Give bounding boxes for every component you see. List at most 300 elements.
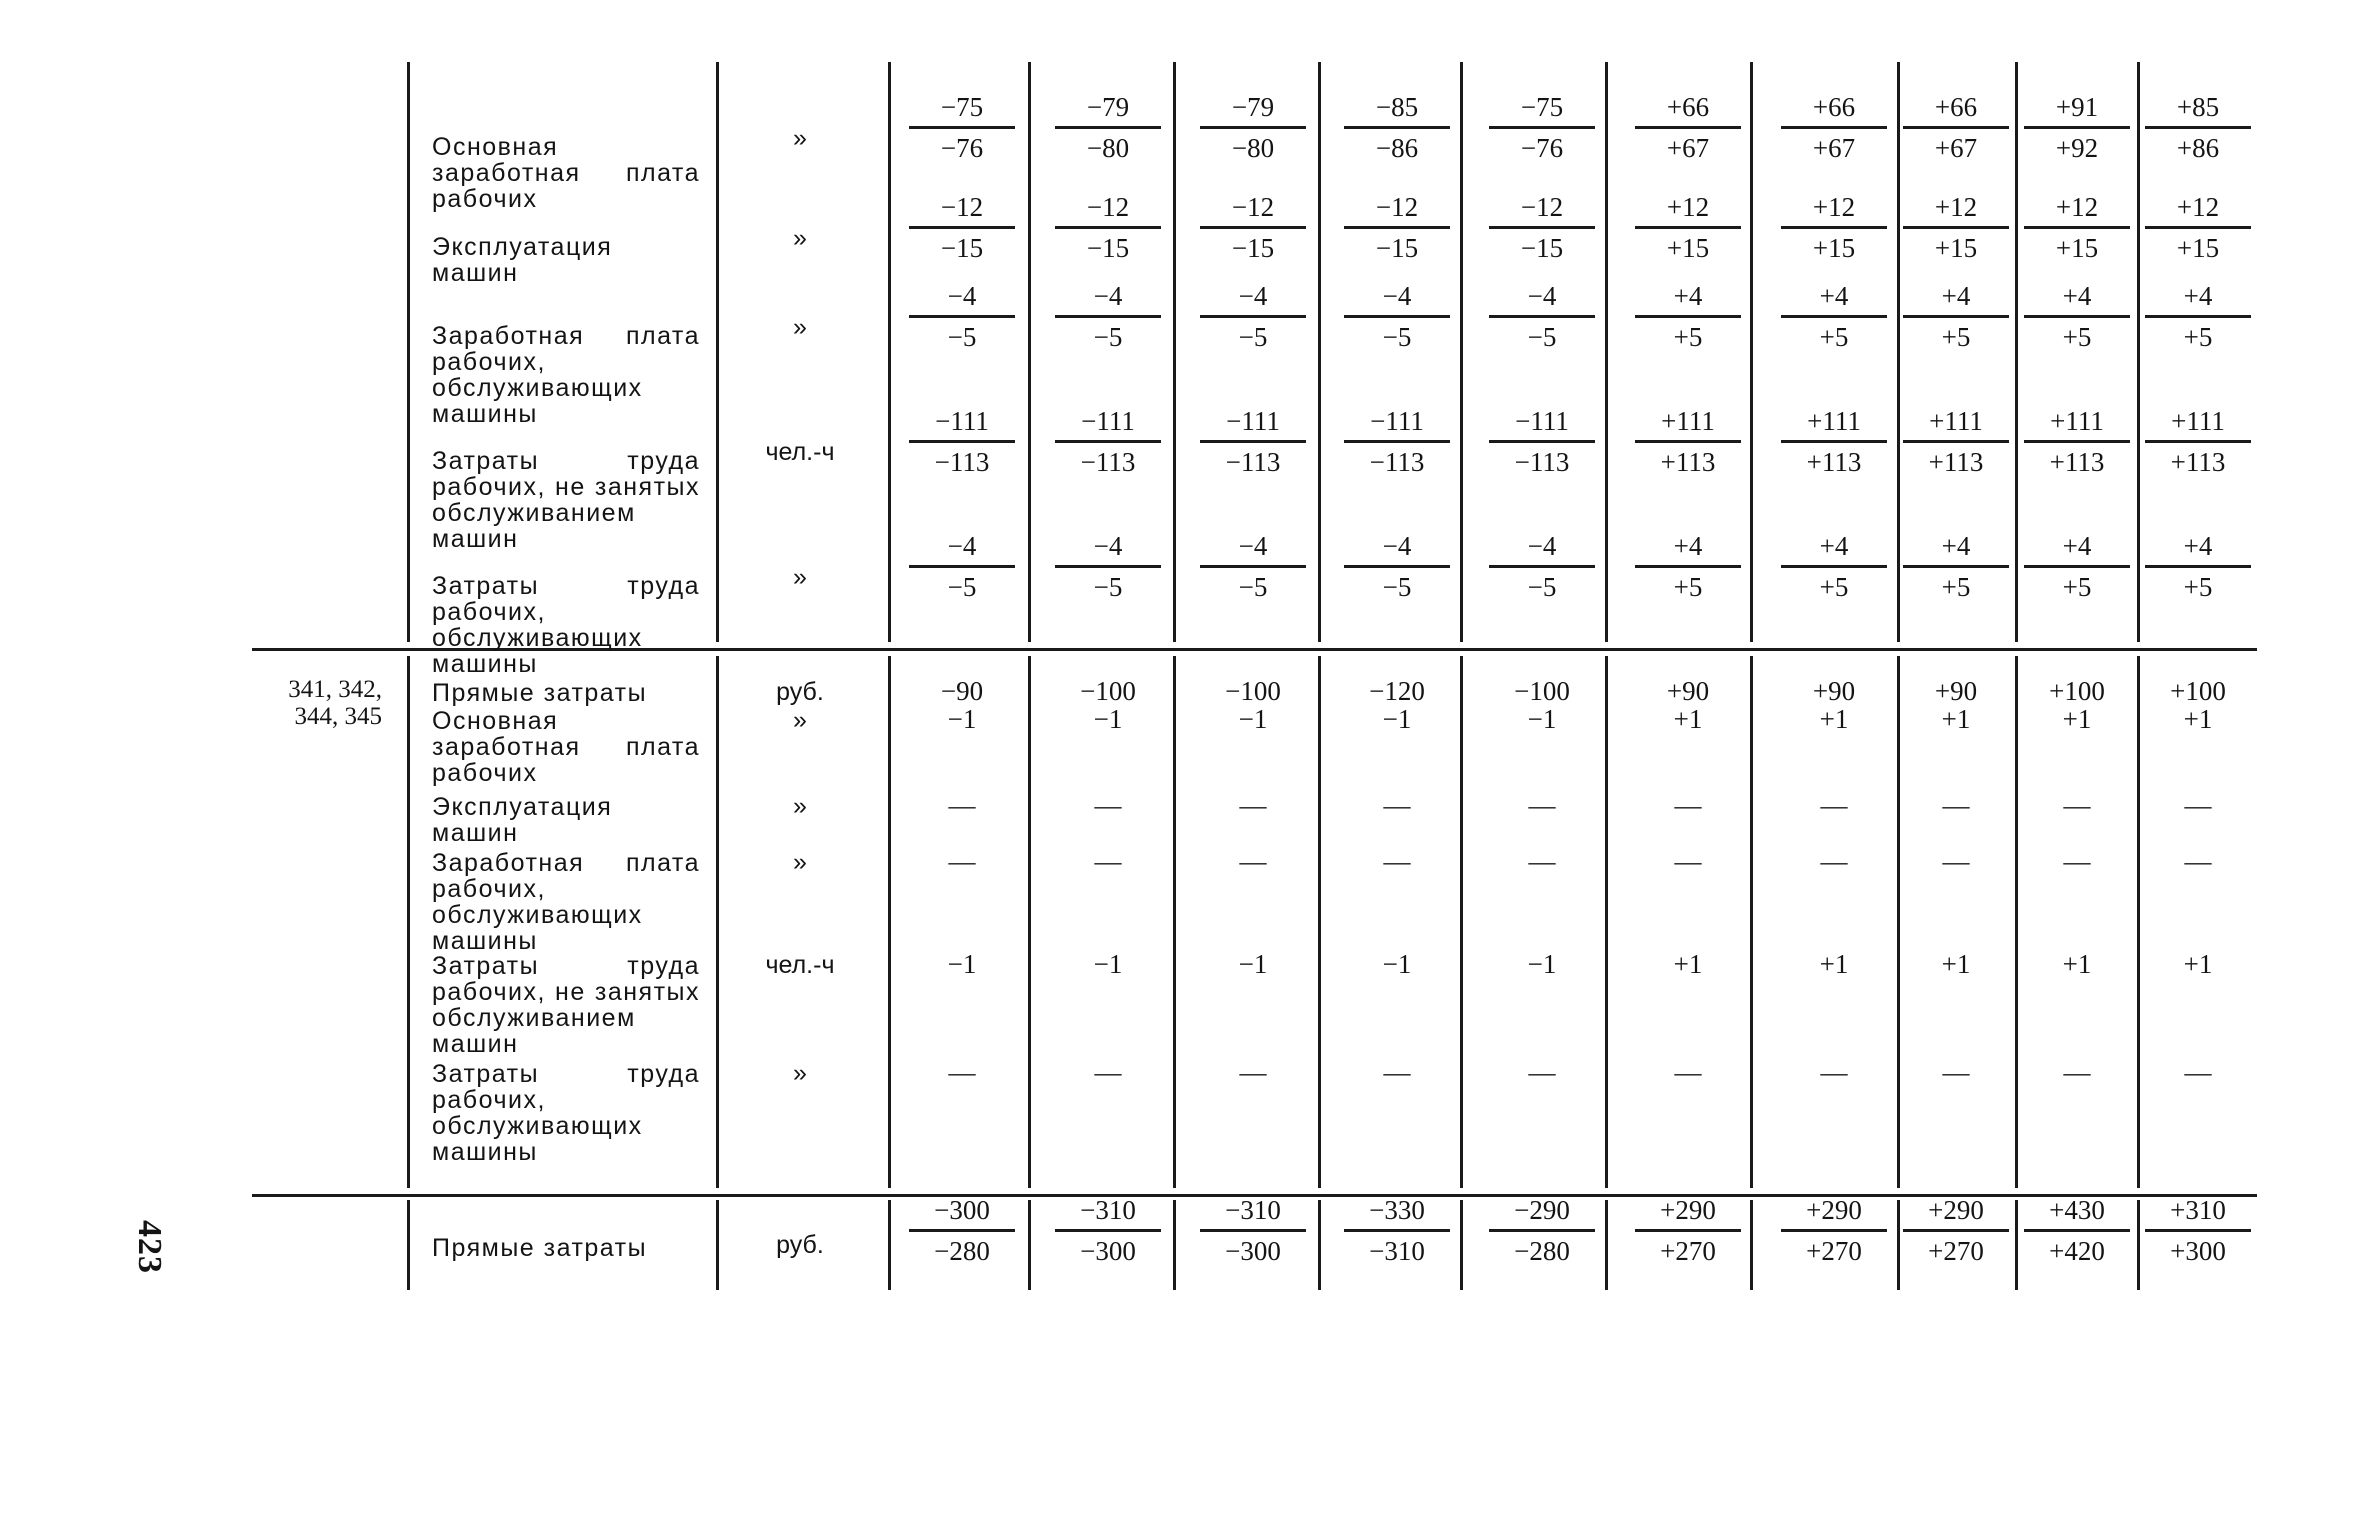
value-fraction <box>1483 531 1601 602</box>
value-fraction <box>1049 1195 1167 1266</box>
fraction-numerator: −111 <box>1515 406 1569 436</box>
fraction-bar <box>1200 1229 1306 1232</box>
value-cell: — <box>1674 1057 1702 1087</box>
fraction-denominator: −76 <box>1520 133 1564 163</box>
fraction-bar <box>1489 315 1595 318</box>
fraction-bar <box>1055 126 1161 129</box>
fraction-denominator: −86 <box>1375 133 1419 163</box>
row-label: Затраты труда рабочих, не занятых обслуживанием машин <box>432 952 700 1058</box>
column-rule <box>1028 1200 1031 1290</box>
column-rule <box>1605 62 1608 642</box>
row-label: Затраты труда рабочих, не занятых обслуживанием машин <box>432 447 700 553</box>
fraction-bar <box>1055 440 1161 443</box>
fraction-denominator: +92 <box>2055 133 2099 163</box>
value-fraction <box>2018 406 2136 477</box>
value-cell: −1 <box>1093 704 1123 734</box>
fraction-bar <box>1635 226 1741 229</box>
fraction-bar <box>2024 565 2130 568</box>
fraction-denominator: +5 <box>1819 322 1849 352</box>
fraction-denominator: −15 <box>1520 233 1564 263</box>
column-rule <box>1460 656 1463 1188</box>
value-cell: — <box>2063 1057 2091 1087</box>
fraction-bar <box>1489 1229 1595 1232</box>
fraction-numerator: −4 <box>1382 531 1412 561</box>
fraction-bar <box>1903 565 2009 568</box>
fraction-numerator: +4 <box>1673 531 1703 561</box>
fraction-numerator: +430 <box>2049 1195 2105 1225</box>
value-cell: +1 <box>2062 949 2092 979</box>
fraction-denominator: +5 <box>1673 572 1703 602</box>
fraction-numerator: −310 <box>1080 1195 1136 1225</box>
column-rule <box>1173 62 1176 642</box>
fraction-bar <box>1903 126 2009 129</box>
fraction-numerator: −12 <box>940 192 984 222</box>
value-fraction <box>1194 92 1312 163</box>
fraction-denominator: +5 <box>2183 572 2213 602</box>
fraction-bar <box>1635 1229 1741 1232</box>
fraction-bar <box>1489 126 1595 129</box>
column-rule <box>1173 1200 1176 1290</box>
fraction-denominator: −76 <box>940 133 984 163</box>
fraction-numerator: −4 <box>1238 281 1268 311</box>
value-fraction <box>2139 406 2257 477</box>
fraction-bar <box>1055 315 1161 318</box>
fraction-numerator: +310 <box>2170 1195 2226 1225</box>
fraction-denominator: −80 <box>1086 133 1130 163</box>
value-cell: — <box>1383 1057 1411 1087</box>
value-cell: — <box>1239 846 1267 876</box>
fraction-bar <box>909 126 1015 129</box>
value-cell: — <box>948 790 976 820</box>
value-fraction <box>1049 192 1167 263</box>
fraction-denominator: −5 <box>1238 572 1268 602</box>
value-fraction <box>1194 281 1312 352</box>
fraction-numerator: −4 <box>947 281 977 311</box>
fraction-denominator: −15 <box>1375 233 1419 263</box>
value-fraction <box>1194 406 1312 477</box>
value-cell: −100 <box>1225 676 1281 706</box>
value-fraction <box>1897 531 2015 602</box>
section-code: 341, 342, 344, 345 <box>288 676 382 730</box>
value-cell: +100 <box>2170 676 2226 706</box>
fraction-numerator: −79 <box>1086 92 1130 122</box>
fraction-numerator: +12 <box>1666 192 1710 222</box>
column-rule <box>2137 62 2140 642</box>
value-fraction <box>1338 192 1456 263</box>
fraction-numerator: +91 <box>2055 92 2099 122</box>
column-rule <box>716 1200 719 1290</box>
fraction-denominator: +113 <box>1928 447 1984 477</box>
value-fraction <box>2139 92 2257 163</box>
value-cell: +1 <box>2183 704 2213 734</box>
value-fraction <box>2139 192 2257 263</box>
value-fraction <box>2018 92 2136 163</box>
fraction-denominator: +15 <box>1812 233 1856 263</box>
fraction-bar <box>1489 565 1595 568</box>
fraction-bar <box>2145 315 2251 318</box>
fraction-numerator: +4 <box>2183 531 2213 561</box>
fraction-numerator: −12 <box>1520 192 1564 222</box>
row-label: Затраты труда рабочих, обслуживающих машины <box>432 572 700 678</box>
value-fraction <box>1897 1195 2015 1266</box>
value-cell: — <box>1674 790 1702 820</box>
fraction-denominator: +86 <box>2176 133 2220 163</box>
value-cell: — <box>1674 846 1702 876</box>
value-fraction <box>1338 406 1456 477</box>
fraction-denominator: −5 <box>1093 322 1123 352</box>
value-cell: −100 <box>1514 676 1570 706</box>
column-rule <box>407 62 410 642</box>
fraction-numerator: −4 <box>1527 531 1557 561</box>
fraction-numerator: −4 <box>1527 281 1557 311</box>
value-cell: — <box>1820 790 1848 820</box>
fraction-denominator: −300 <box>1080 1236 1136 1266</box>
fraction-numerator: −300 <box>934 1195 990 1225</box>
value-fraction <box>1483 1195 1601 1266</box>
fraction-denominator: −5 <box>947 322 977 352</box>
fraction-bar <box>1200 315 1306 318</box>
value-fraction <box>1483 92 1601 163</box>
fraction-numerator: −111 <box>935 406 989 436</box>
value-fraction <box>903 1195 1021 1266</box>
value-cell: −1 <box>1238 704 1268 734</box>
value-fraction <box>2018 1195 2136 1266</box>
value-cell: — <box>1820 1057 1848 1087</box>
fraction-bar <box>1344 315 1450 318</box>
fraction-numerator: +66 <box>1666 92 1710 122</box>
fraction-numerator: −4 <box>1093 281 1123 311</box>
fraction-numerator: +4 <box>2062 531 2092 561</box>
fraction-bar <box>1200 565 1306 568</box>
fraction-denominator: −15 <box>1086 233 1130 263</box>
fraction-bar <box>1055 1229 1161 1232</box>
fraction-bar <box>1344 126 1450 129</box>
column-rule <box>888 1200 891 1290</box>
value-fraction <box>2018 531 2136 602</box>
column-rule <box>716 656 719 1188</box>
fraction-numerator: +4 <box>1673 281 1703 311</box>
row-unit: » <box>793 792 807 820</box>
value-cell: — <box>2184 846 2212 876</box>
fraction-numerator: +290 <box>1660 1195 1716 1225</box>
value-fraction <box>1775 406 1893 477</box>
value-cell: +1 <box>1941 704 1971 734</box>
column-rule <box>1173 656 1176 1188</box>
value-fraction <box>1338 92 1456 163</box>
value-fraction <box>1338 1195 1456 1266</box>
value-cell: — <box>1239 790 1267 820</box>
column-rule <box>1460 1200 1463 1290</box>
fraction-denominator: −15 <box>1231 233 1275 263</box>
fraction-denominator: −5 <box>1382 572 1412 602</box>
fraction-bar <box>1903 315 2009 318</box>
column-rule <box>2015 656 2018 1188</box>
value-cell: −120 <box>1369 676 1425 706</box>
column-rule <box>1897 656 1900 1188</box>
fraction-denominator: +67 <box>1934 133 1978 163</box>
fraction-denominator: −310 <box>1369 1236 1425 1266</box>
value-cell: +1 <box>1673 949 1703 979</box>
fraction-numerator: −75 <box>940 92 984 122</box>
value-fraction <box>1775 92 1893 163</box>
fraction-bar <box>2024 315 2130 318</box>
fraction-denominator: −113 <box>1080 447 1136 477</box>
fraction-numerator: +4 <box>1941 281 1971 311</box>
column-rule <box>1897 62 1900 642</box>
fraction-denominator: +113 <box>1806 447 1862 477</box>
fraction-numerator: +111 <box>1807 406 1861 436</box>
value-fraction <box>1338 531 1456 602</box>
value-cell: — <box>1942 1057 1970 1087</box>
value-fraction <box>1049 531 1167 602</box>
fraction-denominator: −113 <box>934 447 990 477</box>
row-unit: руб. <box>776 1231 824 1259</box>
fraction-numerator: −4 <box>1093 531 1123 561</box>
fraction-bar <box>2145 1229 2251 1232</box>
fraction-bar <box>1200 226 1306 229</box>
fraction-denominator: −280 <box>934 1236 990 1266</box>
fraction-denominator: −300 <box>1225 1236 1281 1266</box>
row-unit: руб. <box>776 678 824 706</box>
fraction-denominator: +15 <box>2055 233 2099 263</box>
value-cell: — <box>948 846 976 876</box>
column-rule <box>1750 1200 1753 1290</box>
fraction-denominator: +5 <box>1673 322 1703 352</box>
fraction-denominator: +113 <box>1660 447 1716 477</box>
fraction-bar <box>1344 565 1450 568</box>
fraction-bar <box>1781 126 1887 129</box>
fraction-numerator: −111 <box>1081 406 1135 436</box>
column-rule <box>1605 1200 1608 1290</box>
value-cell: — <box>1942 846 1970 876</box>
row-label: Основная заработная плата рабочих <box>432 133 700 213</box>
fraction-denominator: −5 <box>1382 322 1412 352</box>
row-label: Заработная плата рабочих, обслуживающих машины <box>432 849 700 955</box>
fraction-bar <box>1781 440 1887 443</box>
row-label: Основная заработная плата рабочих <box>432 707 700 787</box>
fraction-bar <box>1781 1229 1887 1232</box>
fraction-denominator: +5 <box>2183 322 2213 352</box>
value-fraction <box>2139 281 2257 352</box>
value-fraction <box>903 281 1021 352</box>
value-fraction <box>1897 406 2015 477</box>
value-cell: — <box>1942 790 1970 820</box>
fraction-bar <box>1200 126 1306 129</box>
value-cell: — <box>1239 1057 1267 1087</box>
fraction-denominator: −80 <box>1231 133 1275 163</box>
value-fraction <box>1194 531 1312 602</box>
fraction-numerator: +290 <box>1928 1195 1984 1225</box>
fraction-bar <box>2145 440 2251 443</box>
fraction-bar <box>1489 226 1595 229</box>
fraction-bar <box>1781 226 1887 229</box>
column-rule <box>1318 656 1321 1188</box>
fraction-bar <box>1635 126 1741 129</box>
value-cell: −1 <box>1382 949 1412 979</box>
value-cell: — <box>1094 1057 1122 1087</box>
value-cell: — <box>1528 1057 1556 1087</box>
fraction-bar <box>909 1229 1015 1232</box>
value-cell: — <box>2063 846 2091 876</box>
column-rule <box>407 1200 410 1290</box>
value-fraction <box>1629 281 1747 352</box>
value-fraction <box>2018 192 2136 263</box>
fraction-denominator: −5 <box>1093 572 1123 602</box>
fraction-numerator: −85 <box>1375 92 1419 122</box>
column-rule <box>1750 656 1753 1188</box>
fraction-denominator: +15 <box>1666 233 1710 263</box>
fraction-denominator: −5 <box>947 572 977 602</box>
value-cell: +1 <box>1673 704 1703 734</box>
value-cell: +90 <box>1934 676 1978 706</box>
fraction-bar <box>1055 565 1161 568</box>
value-fraction <box>2139 531 2257 602</box>
fraction-numerator: −4 <box>947 531 977 561</box>
fraction-bar <box>1344 440 1450 443</box>
fraction-numerator: +111 <box>2171 406 2225 436</box>
value-fraction <box>1194 1195 1312 1266</box>
column-rule <box>888 62 891 642</box>
fraction-denominator: +420 <box>2049 1236 2105 1266</box>
value-fraction <box>903 192 1021 263</box>
fraction-bar <box>1344 226 1450 229</box>
value-fraction <box>1897 281 2015 352</box>
fraction-bar <box>2145 126 2251 129</box>
page-number: 423 <box>131 1220 168 1274</box>
fraction-numerator: +66 <box>1934 92 1978 122</box>
value-fraction <box>1897 92 2015 163</box>
value-fraction <box>1049 406 1167 477</box>
value-fraction <box>1629 406 1747 477</box>
value-fraction <box>1629 531 1747 602</box>
fraction-numerator: −12 <box>1086 192 1130 222</box>
value-cell: +90 <box>1666 676 1710 706</box>
value-fraction <box>1629 1195 1747 1266</box>
value-cell: +1 <box>1819 704 1849 734</box>
fraction-denominator: +300 <box>2170 1236 2226 1266</box>
fraction-numerator: +85 <box>2176 92 2220 122</box>
value-cell: — <box>1528 846 1556 876</box>
value-cell: −1 <box>1527 704 1557 734</box>
column-rule <box>716 62 719 642</box>
value-fraction <box>1775 1195 1893 1266</box>
value-fraction <box>1897 192 2015 263</box>
value-cell: −1 <box>1238 949 1268 979</box>
value-cell: — <box>1094 846 1122 876</box>
value-cell: — <box>1383 790 1411 820</box>
fraction-numerator: +4 <box>1819 531 1849 561</box>
fraction-numerator: +12 <box>1934 192 1978 222</box>
fraction-denominator: +15 <box>1934 233 1978 263</box>
row-label: Прямые затраты <box>432 1234 648 1262</box>
value-cell: — <box>2184 790 2212 820</box>
row-unit: » <box>793 1059 807 1087</box>
value-cell: — <box>1383 846 1411 876</box>
value-cell: −1 <box>1093 949 1123 979</box>
value-cell: +1 <box>2183 949 2213 979</box>
fraction-denominator: −5 <box>1238 322 1268 352</box>
column-rule <box>2137 656 2140 1188</box>
column-rule <box>1605 656 1608 1188</box>
fraction-numerator: −330 <box>1369 1195 1425 1225</box>
value-fraction <box>1049 281 1167 352</box>
value-cell: −1 <box>947 949 977 979</box>
fraction-bar <box>1635 315 1741 318</box>
row-label: Эксплуатация машин <box>432 233 613 287</box>
fraction-numerator: +290 <box>1806 1195 1862 1225</box>
fraction-denominator: −15 <box>940 233 984 263</box>
fraction-denominator: +270 <box>1806 1236 1862 1266</box>
fraction-numerator: −12 <box>1375 192 1419 222</box>
fraction-numerator: +111 <box>1661 406 1715 436</box>
column-rule <box>888 656 891 1188</box>
fraction-numerator: +4 <box>2183 281 2213 311</box>
value-fraction <box>1483 281 1601 352</box>
column-rule <box>1318 1200 1321 1290</box>
value-fraction <box>1775 531 1893 602</box>
fraction-denominator: +270 <box>1928 1236 1984 1266</box>
value-fraction <box>1775 281 1893 352</box>
fraction-bar <box>2024 1229 2130 1232</box>
fraction-numerator: +12 <box>2055 192 2099 222</box>
fraction-denominator: +67 <box>1666 133 1710 163</box>
fraction-denominator: −113 <box>1369 447 1425 477</box>
fraction-denominator: +113 <box>2049 447 2105 477</box>
value-fraction <box>903 92 1021 163</box>
fraction-denominator: +270 <box>1660 1236 1716 1266</box>
value-fraction <box>903 406 1021 477</box>
fraction-denominator: +5 <box>2062 572 2092 602</box>
fraction-bar <box>1489 440 1595 443</box>
value-cell: +1 <box>1819 949 1849 979</box>
fraction-numerator: +111 <box>2050 406 2104 436</box>
fraction-bar <box>1200 440 1306 443</box>
fraction-denominator: +113 <box>2170 447 2226 477</box>
fraction-bar <box>1903 1229 2009 1232</box>
fraction-denominator: −113 <box>1514 447 1570 477</box>
column-rule <box>1028 656 1031 1188</box>
fraction-numerator: −290 <box>1514 1195 1570 1225</box>
fraction-numerator: −4 <box>1238 531 1268 561</box>
fraction-bar <box>1781 315 1887 318</box>
value-cell: −1 <box>1527 949 1557 979</box>
value-cell: −1 <box>947 704 977 734</box>
row-label: Затраты труда рабочих, обслуживающих машины <box>432 1060 700 1166</box>
fraction-numerator: −310 <box>1225 1195 1281 1225</box>
column-rule <box>1897 1200 1900 1290</box>
row-label: Прямые затраты <box>432 679 648 707</box>
fraction-numerator: +66 <box>1812 92 1856 122</box>
fraction-denominator: +5 <box>1941 322 1971 352</box>
fraction-denominator: −5 <box>1527 572 1557 602</box>
row-label: Заработная плата рабочих, обслуживающих машины <box>432 322 700 428</box>
value-fraction <box>1629 92 1747 163</box>
value-fraction <box>903 531 1021 602</box>
column-rule <box>407 656 410 1188</box>
row-unit: » <box>793 124 807 152</box>
fraction-bar <box>1344 1229 1450 1232</box>
fraction-bar <box>2145 565 2251 568</box>
value-cell: +100 <box>2049 676 2105 706</box>
fraction-bar <box>909 440 1015 443</box>
fraction-bar <box>1781 565 1887 568</box>
fraction-bar <box>2024 440 2130 443</box>
value-fraction <box>1629 192 1747 263</box>
column-rule <box>1318 62 1321 642</box>
fraction-bar <box>1055 226 1161 229</box>
fraction-numerator: +12 <box>2176 192 2220 222</box>
value-cell: — <box>1094 790 1122 820</box>
